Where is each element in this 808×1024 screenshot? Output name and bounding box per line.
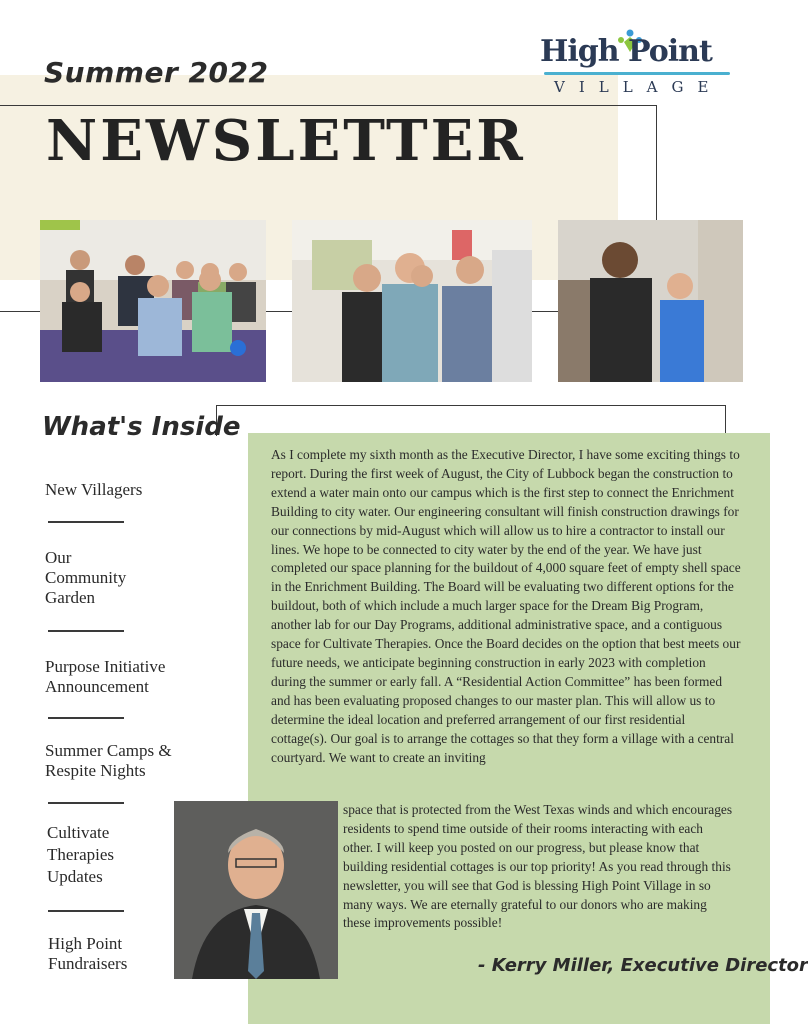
high-point-village-logo	[540, 28, 740, 100]
toc-divider	[48, 521, 124, 523]
toc-item-new-villagers[interactable]: New Villagers	[45, 480, 143, 499]
toc-divider	[48, 802, 124, 804]
letter-body-top: As I complete my sixth month as the Executive Director, I have some exciting things to report. During the first week of August, the City of Lubbock began the construction to extend a water main onto our campus which is the first step to connect the Enrichment Building to city water. Our engineering consultant will finish construction drawings for our connections by mid-August which will allow us to hire a contractor to install our lines. We hope to be connected to city water by the end of the year. We have just completed our space planning for the buildout of 4,000 square feet of empty shell space in the Enrichment Building. The Board will be evaluating two different options for the buildout, both of which include a much larger space for the Dream Big Program, another lab for our Day Programs, additional administrative space, and a contiguous space for Cultivate Therapies. Once the Board decides on the option that best meets our future needs, we anticipate beginning construction in early 2023 with completion during the summer or early fall. A “Residential Action Committee” has been formed and has been evaluating proposed changes to our master plan. This will allow us to determine the ideal location and preferred arrangement of our first residential cottage(s). Our goal is to arrange the cottages so that they form a village with a central courtyard. We want to create an inviting	[271, 447, 741, 765]
group-photo-1	[40, 220, 266, 382]
newsletter-title: NEWSLETTER	[46, 108, 526, 174]
director-portrait	[174, 801, 338, 979]
whats-inside-heading: What's Inside	[42, 412, 241, 442]
signature: - Kerry Miller, Executive Director	[478, 955, 808, 976]
toc-divider	[48, 717, 124, 719]
toc-item-summer-camps[interactable]: Summer Camps & Respite Nights	[45, 741, 172, 780]
toc-item-community-garden[interactable]: Our Community Garden	[45, 548, 127, 607]
toc-divider	[48, 630, 124, 632]
letter-body-bottom: space that is protected from the West Texas winds and which encourages residents to spend time outside of their rooms interacting with each other. I will keep you posted on our progress, but please know that building residential cottages is our top priority! As you read through this newsletter, you will see that God is blessing High Point Village in so many ways. We are eternally grateful to our donors who are making these improvements possible!	[343, 802, 733, 931]
logo-underline	[544, 72, 730, 75]
toc-divider	[48, 910, 124, 912]
toc-item-purpose-initiative[interactable]: Purpose Initiative Announcement	[45, 657, 166, 696]
logo-subtitle: VILLAGE	[554, 78, 723, 96]
group-photo-2	[292, 220, 532, 382]
toc-item-cultivate-therapies[interactable]: Cultivate Therapies Updates	[47, 823, 115, 886]
content-frame	[216, 405, 726, 436]
logo-wordmark: High Point	[540, 34, 712, 69]
toc-item-fundraisers[interactable]: High Point Fundraisers	[48, 934, 128, 973]
group-photo-3	[558, 220, 743, 382]
season-heading: Summer 2022	[44, 56, 269, 89]
